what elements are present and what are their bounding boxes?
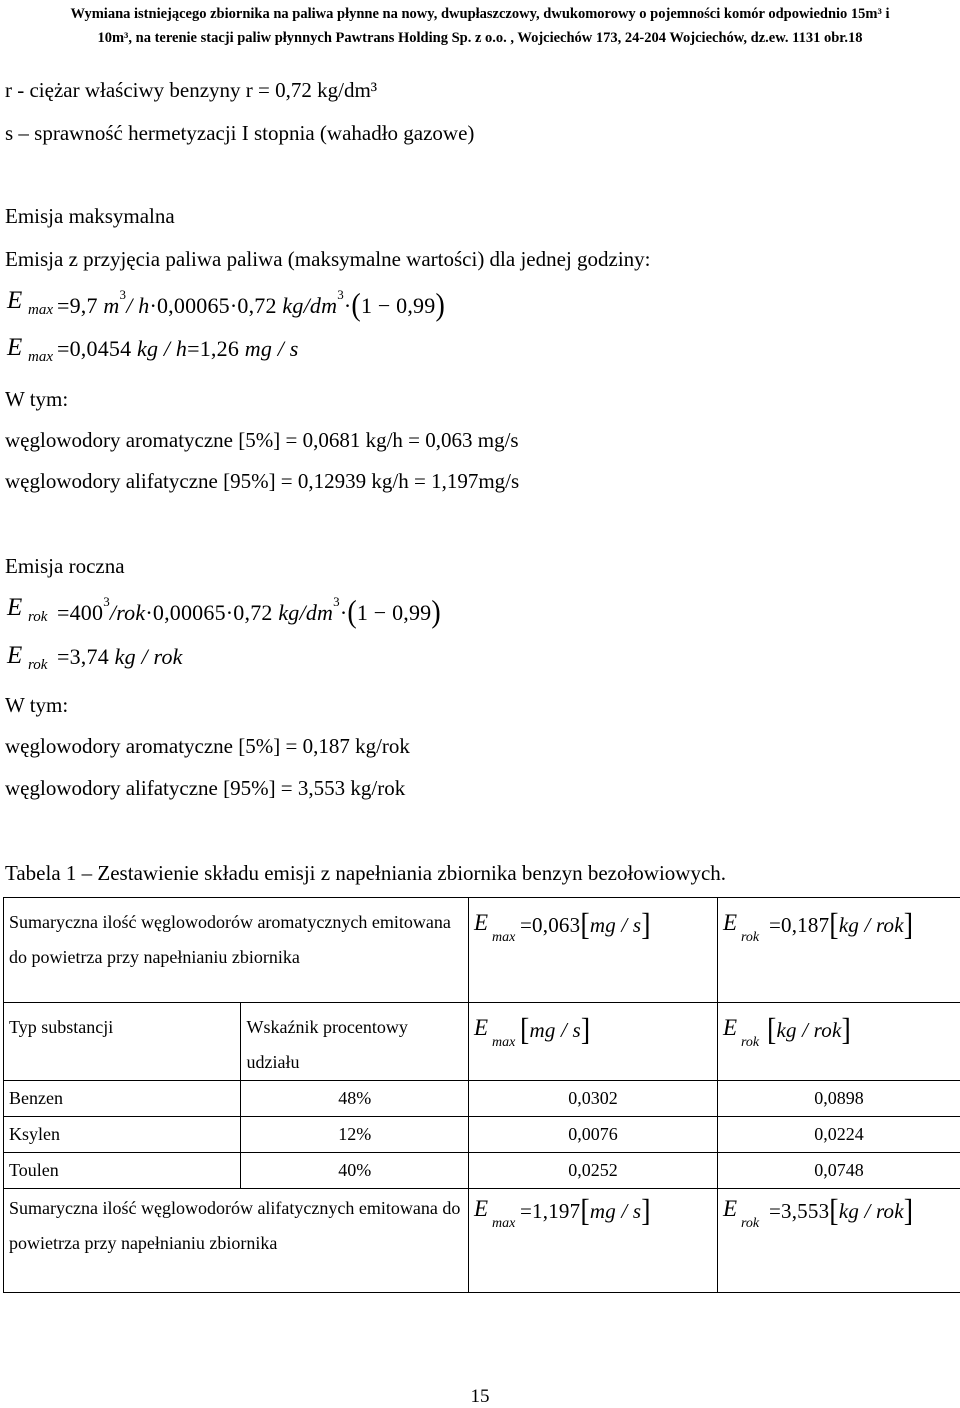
emission-table — [3, 897, 960, 1293]
table-caption: Tabela 1 – Zestawienie składu emisji z napełniania zbiornika benzyn bezołowiowych. — [5, 861, 726, 886]
sum-aliphatic-rok: E rok =3,553[kg / rok] — [717, 1189, 960, 1293]
page-number: 15 — [0, 1386, 960, 1408]
formula-symbol: E — [7, 594, 22, 622]
header-line-2: 10m³, na terenie stacji paliw płynnych Pawtrans Holding Sp. z o.o. , Wojciechów 173, 24-204 Wojciechów, dz.ew. 1131 obr.18 — [0, 30, 960, 47]
formula-rhs: =3,74 kg / rok — [57, 644, 183, 670]
formula-symbol: E — [7, 642, 22, 670]
formula-rhs: =9,7 $m^3/$ h·0,00065·0,72 $kg/dm^3\cdot(1 - 0,99)$ — [57, 289, 445, 321]
header-line-1: Wymiana istniejącego zbiornika na paliwa płynne na nowy, dwupłaszczowy, dwukomorowy o pojemności komór odpowiednio 15m³ i — [0, 6, 960, 23]
table-header-row — [4, 1003, 960, 1081]
line-efficiency: s – sprawność hermetyzacji I stopnia (wahadło gazowe) — [5, 121, 474, 146]
intro-max-emission: Emisja z przyjęcia paliwa paliwa (maksymalne wartości) dla jednej godziny: — [5, 247, 651, 272]
w-tym-1: W tym: — [5, 387, 68, 412]
cell-rok: 0,0748 — [717, 1153, 960, 1189]
formula-rhs: =0,0454 kg / h=1,26 mg / s — [57, 336, 299, 362]
cell-rok: 0,0898 — [717, 1081, 960, 1117]
line-density: r - ciężar właściwy benzyny r = 0,72 kg/dm³ — [5, 78, 377, 103]
aromatic-max: węglowodory aromatyczne [5%] = 0,0681 kg/h = 0,063 mg/s — [5, 428, 519, 453]
table-row-sum-aromatic — [4, 898, 960, 1003]
col-rok-header: E rok [kg / rok] — [717, 1003, 960, 1081]
formula-subscript: max — [28, 302, 53, 319]
formula-symbol: E — [7, 287, 22, 315]
cell-max: 0,0302 — [469, 1081, 718, 1117]
table-row — [4, 1117, 960, 1153]
cell-name: Toulen — [4, 1153, 241, 1189]
formula-symbol: E — [7, 334, 22, 362]
cell-name: Benzen — [4, 1081, 241, 1117]
table-row — [4, 1081, 960, 1117]
heading-annual-emission: Emisja roczna — [5, 554, 125, 579]
sum-aromatic-max: E max =0,063[mg / s] — [469, 898, 718, 1003]
heading-max-emission: Emisja maksymalna — [5, 204, 175, 229]
table-row — [4, 1153, 960, 1189]
sum-aliphatic-label: Sumaryczna ilość węglowodorów alifatycznych emitowana do powietrza przy napełnianiu zbiornika — [4, 1189, 469, 1293]
cell-share: 12% — [241, 1117, 469, 1153]
cell-name: Ksylen — [4, 1117, 241, 1153]
formula-subscript: rok — [28, 657, 47, 674]
cell-max: 0,0076 — [469, 1117, 718, 1153]
col-max-header: E max [mg / s] — [469, 1003, 718, 1081]
aliphatic-rok: węglowodory alifatyczne [95%] = 3,553 kg/rok — [5, 776, 405, 801]
sum-aromatic-label: Sumaryczna ilość węglowodorów aromatycznych emitowana do powietrza przy napełnianiu zbiornika — [4, 898, 469, 1003]
formula-rhs: $=400^3/rok\cdot 0,00065\cdot 0,72$ $kg/dm^3\cdot(1 - 0,99)$ — [57, 596, 441, 628]
formula-subscript: max — [28, 349, 53, 366]
cell-share: 40% — [241, 1153, 469, 1189]
cell-rok: 0,0224 — [717, 1117, 960, 1153]
w-tym-2: W tym: — [5, 693, 68, 718]
formula-subscript: rok — [28, 609, 47, 626]
col-share-header: Wskaźnik procentowy udziału — [241, 1003, 469, 1081]
col-type-header: Typ substancji — [4, 1003, 241, 1081]
aromatic-rok: węglowodory aromatyczne [5%] = 0,187 kg/rok — [5, 734, 410, 759]
cell-max: 0,0252 — [469, 1153, 718, 1189]
sum-aromatic-rok: E rok =0,187[kg / rok] — [717, 898, 960, 1003]
aliphatic-max: węglowodory alifatyczne [95%] = 0,12939 kg/h = 1,197mg/s — [5, 469, 519, 494]
sum-aliphatic-max: E max =1,197[mg / s] — [469, 1189, 718, 1293]
table-row-sum-aliphatic — [4, 1189, 960, 1293]
cell-share: 48% — [241, 1081, 469, 1117]
